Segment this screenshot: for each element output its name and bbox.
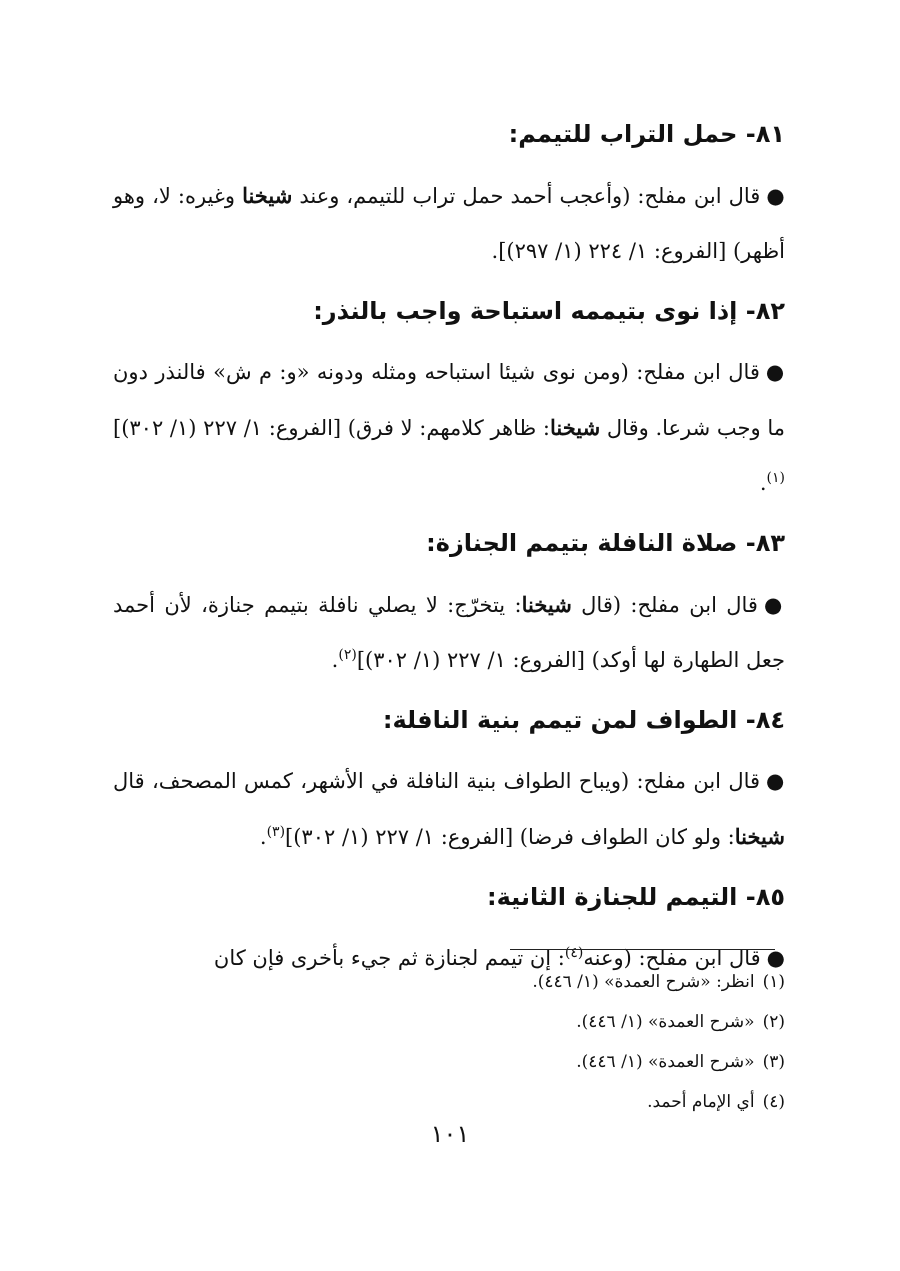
emphasis-text: شيخنا bbox=[550, 415, 601, 440]
paragraph-text: قال ابن مفلح: (وعنه bbox=[583, 946, 761, 970]
paragraph-text: : ظاهر كلامهم: لا فرق) [الفروع: ١/ ٢٢٧ (١/ ٣٠٢)] bbox=[113, 416, 550, 440]
footnote-separator bbox=[510, 949, 775, 950]
section-heading-81: ٨١- حمل التراب للتيمم: bbox=[508, 120, 785, 148]
bullet-icon: ● bbox=[766, 946, 785, 970]
footnote-4 bbox=[113, 1082, 785, 1122]
section-paragraph-81 bbox=[113, 168, 785, 279]
footnote-reference[interactable]: (١) bbox=[766, 470, 785, 486]
footnote-text: «شرح العمدة» (١/ ٤٤٦). bbox=[576, 1052, 755, 1072]
bullet-icon: ● bbox=[766, 769, 786, 793]
paragraph-text: قال ابن مفلح: (وأعجب أحمد حمل تراب للتيمم، وعند bbox=[292, 184, 761, 208]
emphasis-text: شيخنا bbox=[734, 824, 785, 849]
section-heading-85: ٨٥- التيمم للجنازة الثانية: bbox=[487, 883, 785, 911]
section-paragraph-84 bbox=[113, 754, 785, 865]
paragraph-text: قال ابن مفلح: (قال bbox=[571, 593, 758, 617]
footnote-text: انظر: «شرح العمدة» (١/ ٤٤٦). bbox=[532, 972, 755, 992]
paragraph-text: : إن تيمم لجنازة ثم جيء بأخرى فإن كان bbox=[213, 946, 565, 970]
footnote-number: (٣) bbox=[762, 1052, 785, 1072]
section-paragraph-82 bbox=[113, 345, 785, 511]
paragraph-text: قال ابن مفلح: (ومن نوى شيئا استباحه ومثله ودونه «و: م ش» فالنذر دون ما وجب شرعا. وقال bbox=[113, 360, 785, 440]
paragraph-text: . bbox=[759, 471, 767, 495]
footnote-number: (٢) bbox=[762, 1012, 785, 1032]
footnote-3 bbox=[113, 1042, 785, 1082]
footnote-reference[interactable]: (٣) bbox=[266, 824, 286, 840]
section-heading-83: ٨٣- صلاة النافلة بتيمم الجنازة: bbox=[426, 529, 785, 557]
footnote-1 bbox=[113, 962, 785, 1002]
paragraph-text: : يتخرّج: لا يصلي نافلة بتيمم جنازة، لأن أحمد جعل الطهارة لها أوكد) [الفروع: ١/ ٢٢٧ (١/ ٣٠٢)] bbox=[113, 593, 785, 672]
paragraph-text: وغيره: لا، وهو أظهر) [الفروع: ١/ ٢٢٤ (١/ ٢٩٧)]. bbox=[113, 184, 785, 263]
main-text bbox=[113, 112, 785, 996]
emphasis-text: شيخنا bbox=[242, 183, 293, 208]
page-number: ١٠١ bbox=[430, 1120, 470, 1148]
footnote-number: (٤) bbox=[762, 1092, 785, 1112]
footnote-text: أي الإمام أحمد. bbox=[647, 1092, 755, 1112]
bullet-icon: ● bbox=[765, 360, 785, 384]
footnote-reference[interactable]: (٢) bbox=[338, 647, 357, 663]
section-heading-84: ٨٤- الطواف لمن تيمم بنية النافلة: bbox=[382, 706, 785, 734]
section-paragraph-83 bbox=[113, 577, 785, 688]
paragraph-text: : ولو كان الطواف فرضا) [الفروع: ١/ ٢٢٧ (١/ ٣٠٢)] bbox=[285, 825, 735, 849]
footnote-reference[interactable]: (٤) bbox=[564, 945, 584, 961]
emphasis-text: شيخنا bbox=[521, 592, 572, 617]
bullet-icon: ● bbox=[766, 184, 785, 208]
footnote-number: (١) bbox=[762, 972, 785, 992]
paragraph-text: قال ابن مفلح: (ويباح الطواف بنية النافلة في الأشهر، كمس المصحف، قال bbox=[113, 769, 761, 793]
footnotes bbox=[113, 962, 785, 1122]
footnote-2 bbox=[113, 1002, 785, 1042]
bullet-icon: ● bbox=[763, 593, 785, 617]
paragraph-text: . bbox=[259, 825, 267, 849]
section-heading-82: ٨٢- إذا نوى بتيممه استباحة واجب بالنذر: bbox=[313, 297, 785, 325]
paragraph-text: . bbox=[331, 648, 339, 672]
footnote-text: «شرح العمدة» (١/ ٤٤٦). bbox=[576, 1012, 755, 1032]
